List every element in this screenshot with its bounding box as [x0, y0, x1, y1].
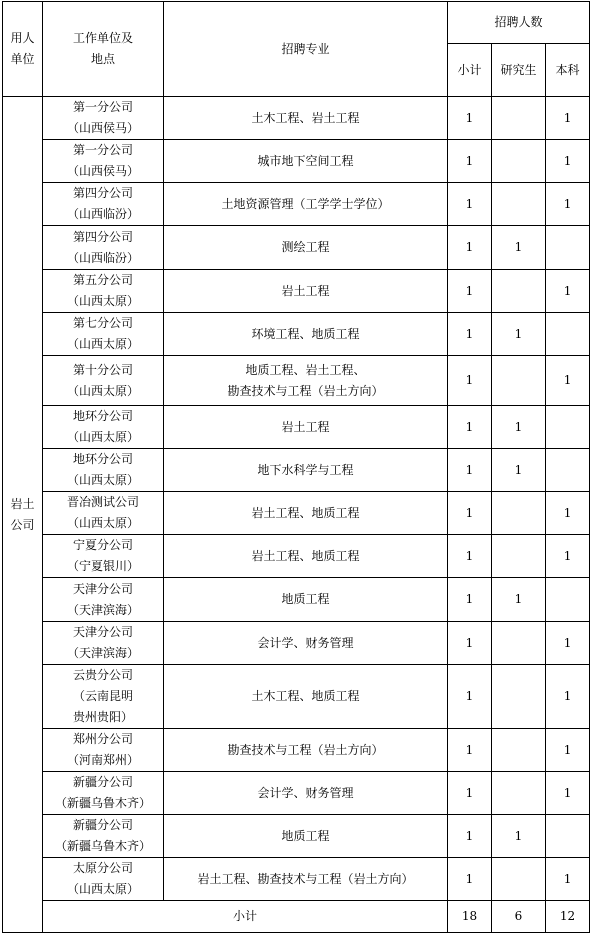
- table-row: [3, 622, 590, 665]
- workplace-cell: [43, 535, 164, 578]
- workplace-line: （山西太原）: [66, 383, 139, 398]
- workplace-line: （山西太原）: [66, 430, 139, 444]
- subtotal-count-cell: 1: [448, 729, 492, 772]
- graduate-count-cell: [492, 270, 546, 313]
- graduate-count-cell: [492, 622, 546, 665]
- table-row: [3, 270, 590, 313]
- undergrad-count-cell: 1: [546, 535, 590, 578]
- workplace-line: 地环分公司: [72, 452, 133, 466]
- workplace-cell: [43, 226, 164, 270]
- graduate-count-cell: [492, 356, 546, 406]
- major-line: 测绘工程: [281, 240, 330, 254]
- total-row: [3, 901, 590, 933]
- table-row: [3, 406, 590, 449]
- workplace-line: 第四分公司: [72, 186, 133, 200]
- workplace-line: 第一分公司: [72, 143, 133, 157]
- header-workplace: [43, 2, 164, 97]
- undergrad-count-cell: 1: [546, 622, 590, 665]
- workplace-line: 新疆分公司: [72, 818, 133, 832]
- graduate-count-cell: [492, 772, 546, 815]
- subtotal-count-cell: 1: [448, 492, 492, 535]
- employer-unit-line: 公司: [10, 517, 35, 532]
- graduate-count-cell: 1: [492, 226, 546, 270]
- table-row: [3, 578, 590, 622]
- undergrad-count-cell: 1: [546, 270, 590, 313]
- workplace-line: 新疆分公司: [72, 775, 133, 789]
- undergrad-count-cell: 1: [546, 140, 590, 183]
- graduate-count-cell: [492, 535, 546, 578]
- major-line: 勘查技术与工程（岩土方向）: [227, 383, 384, 398]
- graduate-count-cell: 1: [492, 578, 546, 622]
- major-line: 岩土工程、地质工程: [251, 505, 360, 520]
- workplace-line: （河南郑州）: [66, 753, 139, 767]
- workplace-line: （山西太原）: [66, 294, 139, 308]
- workplace-cell: [43, 858, 164, 901]
- undergrad-count-cell: 1: [546, 858, 590, 901]
- major-line: 土地资源管理（工学学士学位）: [221, 196, 390, 211]
- subtotal-count-cell: 1: [448, 140, 492, 183]
- subtotal-count-cell: 1: [448, 815, 492, 858]
- subtotal-count-cell: 1: [448, 535, 492, 578]
- undergrad-count-cell: 1: [546, 729, 590, 772]
- header-graduate: 研究生: [492, 44, 546, 97]
- major-cell: [164, 270, 448, 313]
- undergrad-count-cell: [546, 226, 590, 270]
- subtotal-count-cell: 1: [448, 622, 492, 665]
- major-line: 地质工程: [281, 592, 330, 606]
- workplace-line: 宁夏分公司: [72, 538, 133, 552]
- major-cell: [164, 313, 448, 356]
- subtotal-count-cell: 1: [448, 356, 492, 406]
- undergrad-count-cell: 1: [546, 772, 590, 815]
- undergrad-count-cell: [546, 449, 590, 492]
- major-cell: [164, 183, 448, 226]
- header-subtotal: 小计: [448, 44, 492, 97]
- workplace-cell: [43, 270, 164, 313]
- subtotal-count-cell: 1: [448, 313, 492, 356]
- table-row: [3, 772, 590, 815]
- graduate-count-cell: 1: [492, 815, 546, 858]
- graduate-count-cell: 1: [492, 449, 546, 492]
- table-row: [3, 492, 590, 535]
- graduate-count-cell: 1: [492, 313, 546, 356]
- workplace-line: （山西侯马）: [66, 164, 139, 178]
- employer-unit-cell: [3, 97, 43, 933]
- workplace-line: （天津滨海）: [66, 602, 139, 617]
- major-line: 岩土工程、地质工程: [251, 548, 360, 563]
- subtotal-count-cell: 1: [448, 183, 492, 226]
- undergrad-count-cell: [546, 815, 590, 858]
- major-cell: [164, 729, 448, 772]
- undergrad-count-cell: [546, 313, 590, 356]
- subtotal-count-cell: 1: [448, 270, 492, 313]
- table-row: [3, 226, 590, 270]
- undergrad-count-cell: [546, 406, 590, 449]
- major-cell: [164, 622, 448, 665]
- workplace-line: 晋冶测试公司: [66, 495, 139, 509]
- subtotal-count-cell: 1: [448, 858, 492, 901]
- table-row: [3, 140, 590, 183]
- total-undergrad-cell: 12: [546, 901, 590, 933]
- undergrad-count-cell: 1: [546, 665, 590, 729]
- major-cell: [164, 226, 448, 270]
- major-line: 土木工程、岩土工程: [251, 110, 360, 125]
- graduate-count-cell: [492, 97, 546, 140]
- major-cell: [164, 356, 448, 406]
- workplace-line: （山西临汾）: [66, 250, 139, 265]
- employer-unit-line: 岩土: [10, 496, 35, 511]
- undergrad-count-cell: 1: [546, 492, 590, 535]
- major-cell: [164, 578, 448, 622]
- undergrad-count-cell: 1: [546, 356, 590, 406]
- workplace-line: （新疆乌鲁木齐）: [54, 839, 151, 853]
- recruitment-table: [2, 1, 590, 933]
- workplace-line: （山西太原）: [66, 337, 139, 351]
- header-row: [3, 2, 590, 44]
- undergrad-count-cell: 1: [546, 183, 590, 226]
- major-line: 岩土工程: [281, 283, 330, 298]
- total-graduate-cell: 6: [492, 901, 546, 933]
- workplace-cell: [43, 313, 164, 356]
- major-cell: [164, 97, 448, 140]
- workplace-line: （宁夏银川）: [66, 559, 139, 573]
- workplace-line: 天津分公司: [72, 581, 133, 596]
- subtotal-count-cell: 1: [448, 97, 492, 140]
- major-cell: [164, 449, 448, 492]
- workplace-cell: [43, 140, 164, 183]
- major-line: 会计学、财务管理: [257, 635, 354, 650]
- workplace-cell: [43, 492, 164, 535]
- header-undergrad: 本科: [546, 44, 590, 97]
- header-workplace-line: 地点: [90, 52, 115, 66]
- workplace-line: 第一分公司: [72, 100, 133, 114]
- header-employer: [3, 2, 43, 97]
- major-line: 地质工程: [281, 828, 330, 843]
- table-row: [3, 815, 590, 858]
- workplace-line: （山西太原）: [66, 473, 139, 487]
- workplace-line: （云南昆明: [72, 689, 133, 703]
- header-employer-line: 单位: [10, 52, 35, 66]
- workplace-line: （新疆乌鲁木齐）: [54, 796, 151, 810]
- header-workplace-line: 工作单位及: [72, 31, 133, 45]
- workplace-cell: [43, 356, 164, 406]
- graduate-count-cell: [492, 729, 546, 772]
- workplace-line: （山西太原）: [66, 882, 139, 896]
- graduate-count-cell: [492, 183, 546, 226]
- major-line: 会计学、财务管理: [257, 785, 354, 800]
- workplace-line: 地环分公司: [72, 409, 133, 423]
- major-cell: [164, 140, 448, 183]
- major-line: 环境工程、地质工程: [251, 326, 360, 341]
- table-row: [3, 183, 590, 226]
- recruitment-table-body: [3, 2, 590, 933]
- major-line: 勘查技术与工程（岩土方向）: [227, 742, 384, 757]
- major-cell: [164, 858, 448, 901]
- graduate-count-cell: [492, 665, 546, 729]
- workplace-cell: [43, 97, 164, 140]
- workplace-cell: [43, 406, 164, 449]
- major-line: 地下水科学与工程: [257, 462, 354, 477]
- workplace-line: 贵州贵阳）: [72, 710, 133, 724]
- table-row: [3, 313, 590, 356]
- workplace-line: （山西侯马）: [66, 121, 139, 135]
- subtotal-count-cell: 1: [448, 665, 492, 729]
- major-cell: [164, 665, 448, 729]
- total-label: 小计: [43, 901, 448, 933]
- table-row: [3, 729, 590, 772]
- workplace-line: （山西太原）: [66, 516, 139, 530]
- subtotal-count-cell: 1: [448, 449, 492, 492]
- workplace-line: 天津分公司: [72, 625, 133, 639]
- graduate-count-cell: [492, 140, 546, 183]
- table-row: [3, 535, 590, 578]
- graduate-count-cell: [492, 492, 546, 535]
- major-cell: [164, 815, 448, 858]
- major-line: 岩土工程、勘查技术与工程（岩土方向）: [197, 871, 414, 886]
- major-cell: [164, 772, 448, 815]
- major-line: 岩土工程: [281, 419, 330, 434]
- subtotal-count-cell: 1: [448, 578, 492, 622]
- workplace-line: 第五分公司: [72, 273, 133, 287]
- workplace-cell: [43, 815, 164, 858]
- header-count-group: 招聘人数: [448, 2, 590, 44]
- workplace-line: 郑州分公司: [72, 732, 133, 746]
- workplace-cell: [43, 449, 164, 492]
- major-line: 地质工程、岩土工程、: [245, 362, 366, 377]
- workplace-cell: [43, 772, 164, 815]
- workplace-cell: [43, 729, 164, 772]
- workplace-cell: [43, 578, 164, 622]
- subtotal-count-cell: 1: [448, 772, 492, 815]
- header-major: 招聘专业: [164, 2, 448, 97]
- workplace-line: 第十分公司: [72, 362, 133, 377]
- undergrad-count-cell: 1: [546, 97, 590, 140]
- workplace-line: 云贵分公司: [72, 668, 133, 682]
- major-line: 城市地下空间工程: [257, 153, 354, 168]
- workplace-cell: [43, 183, 164, 226]
- subtotal-count-cell: 1: [448, 406, 492, 449]
- workplace-line: （山西临汾）: [66, 207, 139, 221]
- graduate-count-cell: 1: [492, 406, 546, 449]
- major-cell: [164, 492, 448, 535]
- total-subtotal-cell: 18: [448, 901, 492, 933]
- table-row: [3, 97, 590, 140]
- workplace-line: 太原分公司: [72, 861, 133, 875]
- header-employer-line: 用人: [10, 31, 35, 45]
- major-cell: [164, 535, 448, 578]
- workplace-line: 第四分公司: [72, 229, 133, 244]
- major-line: 土木工程、地质工程: [251, 689, 360, 703]
- table-row: [3, 356, 590, 406]
- subtotal-count-cell: 1: [448, 226, 492, 270]
- undergrad-count-cell: [546, 578, 590, 622]
- major-cell: [164, 406, 448, 449]
- table-row: [3, 858, 590, 901]
- workplace-cell: [43, 622, 164, 665]
- graduate-count-cell: [492, 858, 546, 901]
- table-row: [3, 449, 590, 492]
- workplace-line: 第七分公司: [72, 316, 133, 330]
- workplace-cell: [43, 665, 164, 729]
- workplace-line: （天津滨海）: [66, 646, 139, 660]
- table-row: [3, 665, 590, 729]
